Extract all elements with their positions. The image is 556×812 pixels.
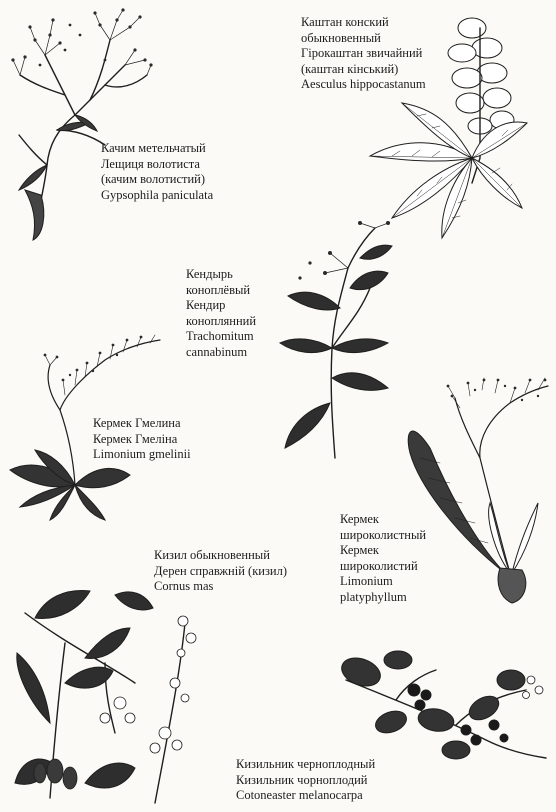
caption-cotoneaster [236, 757, 375, 804]
caption-trachomitum-ru-2: коноплёвый [186, 282, 251, 297]
caption-gypsophila-ua-alt: (качим волотистий) [101, 172, 206, 187]
caption-trachomitum-ru-1: Кендырь [186, 267, 233, 281]
caption-trachomitum-latin-1: Trachomitum [186, 329, 254, 344]
caption-aesculus-latin: Aesculus hippocastanum [301, 77, 426, 92]
caption-gypsophila-latin: Gypsophila paniculata [101, 187, 214, 202]
caption-gypsophila-ua: Лещиця волотиста [101, 156, 200, 171]
caption-cornus-latin: Cornus mas [154, 579, 214, 594]
caption-limonium-platyphyllum-ru-2: широколистный [340, 527, 427, 542]
caption-limonium-gmelinii-ru: Кермек Гмелина [93, 416, 181, 430]
caption-aesculus-ua: Гірокаштан звичайний [301, 46, 423, 61]
caption-aesculus-ua-alt: (каштан кінський) [301, 61, 399, 76]
caption-gypsophila-ru: Качим метельчатый [101, 141, 206, 155]
caption-gypsophila [101, 141, 213, 203]
cornus-illustration [5, 583, 220, 808]
caption-aesculus-ru-1: Каштан конский [301, 15, 389, 29]
caption-trachomitum-latin-2: cannabinum [186, 344, 248, 359]
caption-limonium-platyphyllum-latin-2: platyphyllum [340, 589, 407, 604]
caption-limonium-gmelinii-ua: Кермек Гмеліна [93, 431, 178, 446]
caption-limonium-platyphyllum-ua-1: Кермек [340, 543, 380, 558]
caption-cornus [154, 548, 287, 595]
caption-limonium-platyphyllum [340, 512, 426, 606]
caption-aesculus-ru-2: обыкновенный [301, 30, 381, 45]
caption-trachomitum [186, 267, 256, 361]
trachomitum-illustration [270, 218, 400, 463]
gypsophila-illustration [5, 5, 155, 245]
caption-cotoneaster-ru: Кизильник черноплодный [236, 757, 376, 771]
caption-cornus-ru: Кизил обыкновенный [154, 548, 270, 562]
caption-cornus-ua: Дерен справжній (кизил) [154, 563, 287, 578]
caption-limonium-platyphyllum-ua-2: широколистий [340, 558, 418, 573]
caption-aesculus [301, 15, 426, 93]
caption-trachomitum-ua-1: Кендир [186, 298, 226, 313]
caption-limonium-platyphyllum-ru-1: Кермек [340, 512, 380, 526]
caption-cotoneaster-ua: Кизильник чорноплодий [236, 772, 368, 787]
cotoneaster-illustration [336, 650, 548, 765]
caption-cotoneaster-latin: Cotoneaster melanocarpa [236, 788, 363, 803]
caption-trachomitum-ua-2: коноплянний [186, 313, 257, 328]
caption-limonium-gmelinii-latin: Limonium gmelinii [93, 447, 191, 462]
caption-limonium-platyphyllum-latin-1: Limonium [340, 574, 393, 589]
caption-limonium-gmelinii [93, 416, 191, 463]
